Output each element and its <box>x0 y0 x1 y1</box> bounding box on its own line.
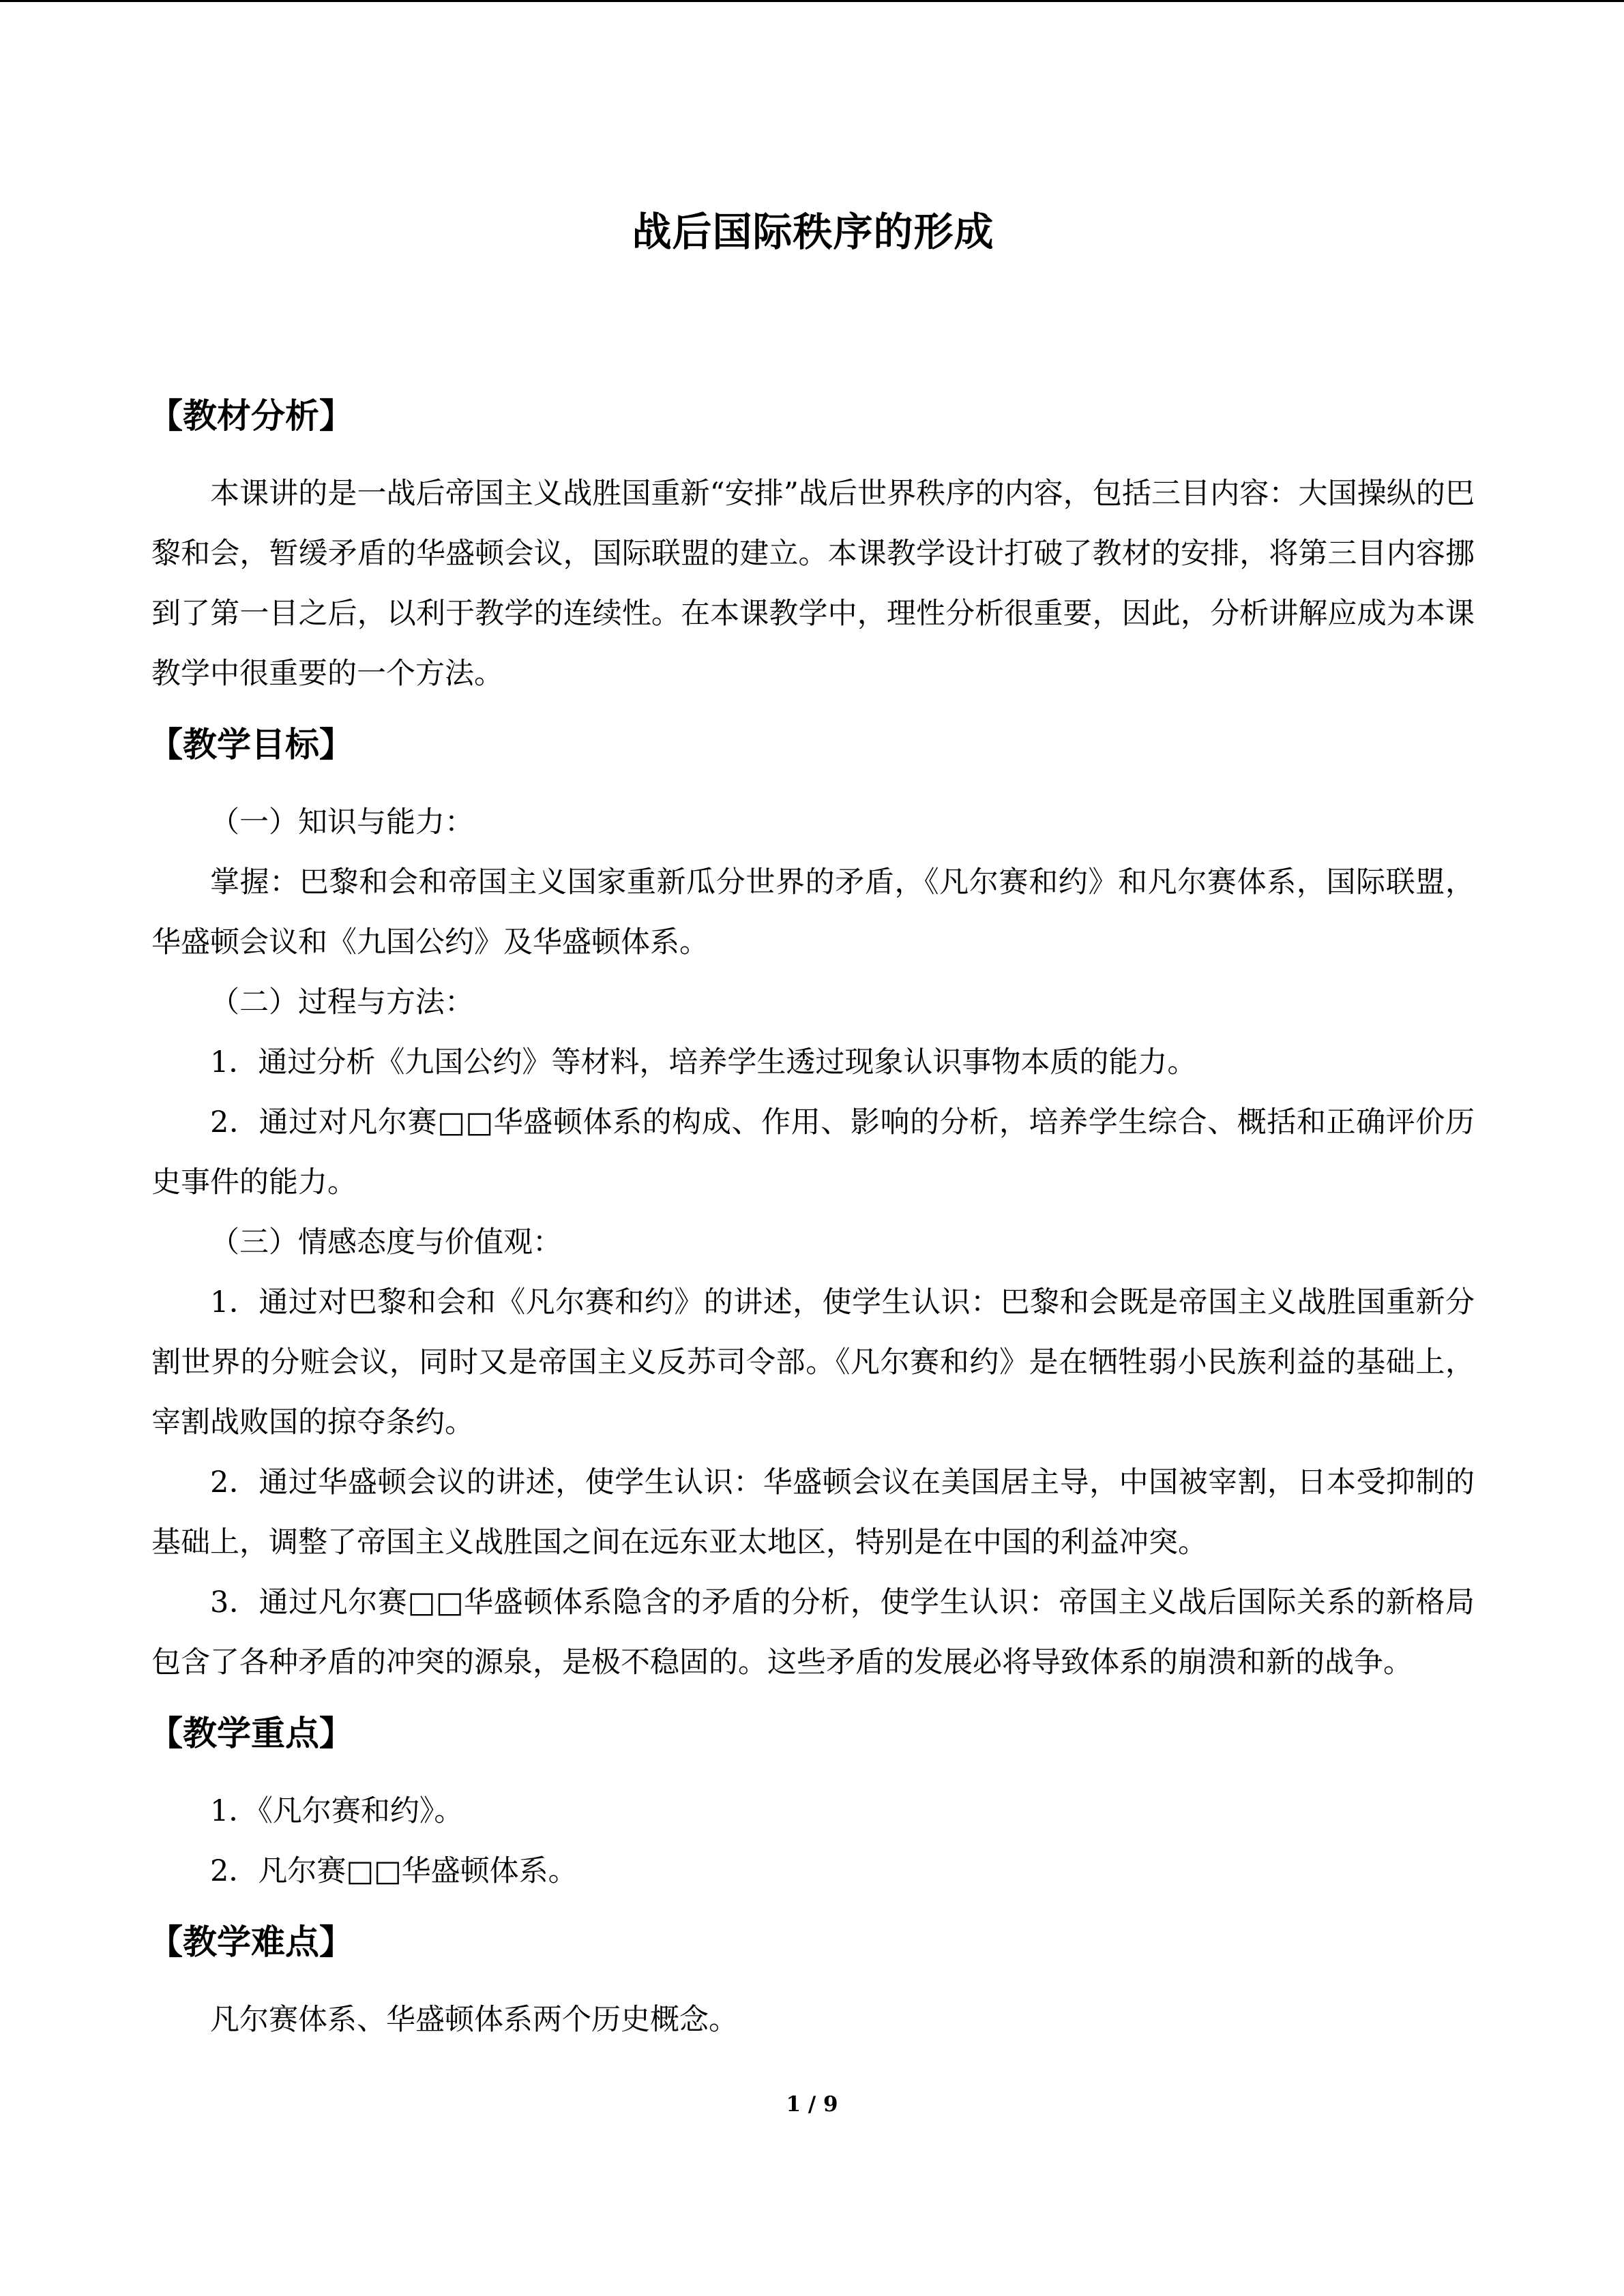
process-item-1: 1．通过分析《九国公约》等材料，培养学生透过现象认识事物本质的能力。 <box>210 1045 1197 1079</box>
section-heading-goals: 【教学目标】 <box>149 724 353 764</box>
knowledge-label: （一）知识与能力： <box>210 805 474 839</box>
document-page <box>151 205 1475 2063</box>
section-teaching-goals <box>151 717 1475 1693</box>
section-key-points <box>151 1706 1475 1901</box>
knowledge-text: 掌握：巴黎和会和帝国主义国家重新瓜分世界的矛盾，《凡尔赛和约》和凡尔赛体系，国际联盟，华盛顿会议和《九国公约》及华盛顿体系。 <box>151 865 1475 959</box>
emotion-item-3: 3．通过凡尔赛□□华盛顿体系隐含的矛盾的分析，使学生认识：帝国主义战后国际关系的新格局包含了各种矛盾的冲突的源泉，是极不稳固的。这些矛盾的发展必将导致体系的崩溃和新的战争。 <box>151 1585 1475 1680</box>
material-paragraph: 本课讲的是一战后帝国主义战胜国重新“安排”战后世界秩序的内容，包括三目内容：大国操纵的巴黎和会，暂缓矛盾的华盛顿会议，国际联盟的建立。本课教学设计打破了教材的安排，将第三目内容挪到了第一目之后，以利于教学的连续性。在本课教学中，理性分析很重要，因此，分析讲解应成为本课教学中很重要的一个方法。 <box>151 477 1475 691</box>
document-title: 战后国际秩序的形成 <box>632 209 994 255</box>
emotion-label: （三）情感态度与价值观： <box>210 1225 562 1259</box>
section-heading-difficulties: 【教学难点】 <box>149 1922 353 1962</box>
section-material-analysis <box>151 389 1475 704</box>
page-number: 1 / 9 <box>786 2092 838 2117</box>
process-label: （二）过程与方法： <box>210 985 474 1019</box>
section-heading-key-points: 【教学重点】 <box>149 1713 353 1753</box>
process-item-2: 2．通过对凡尔赛□□华盛顿体系的构成、作用、影响的分析，培养学生综合、概括和正确评价历史事件的能力。 <box>151 1105 1475 1199</box>
section-difficulties <box>151 1915 1475 2050</box>
emotion-item-2: 2．通过华盛顿会议的讲述，使学生认识：华盛顿会议在美国居主导，中国被宰割，日本受抑制的基础上，调整了帝国主义战胜国之间在远东亚太地区，特别是在中国的利益冲突。 <box>151 1465 1475 1560</box>
emotion-item-1: 1．通过对巴黎和会和《凡尔赛和约》的讲述，使学生认识：巴黎和会既是帝国主义战胜国重新分割世界的分赃会议，同时又是帝国主义反苏司令部。《凡尔赛和约》是在牺牲弱小民族利益的基础上，宰割战败国的掠夺条约。 <box>151 1285 1475 1440</box>
section-heading-material: 【教材分析】 <box>149 396 353 436</box>
key-point-2: 2．凡尔赛□□华盛顿体系。 <box>210 1854 578 1888</box>
top-border-line <box>0 0 1624 2</box>
difficulty-text: 凡尔赛体系、华盛顿体系两个历史概念。 <box>210 2003 738 2037</box>
key-point-1: 1．《凡尔赛和约》。 <box>210 1794 464 1828</box>
